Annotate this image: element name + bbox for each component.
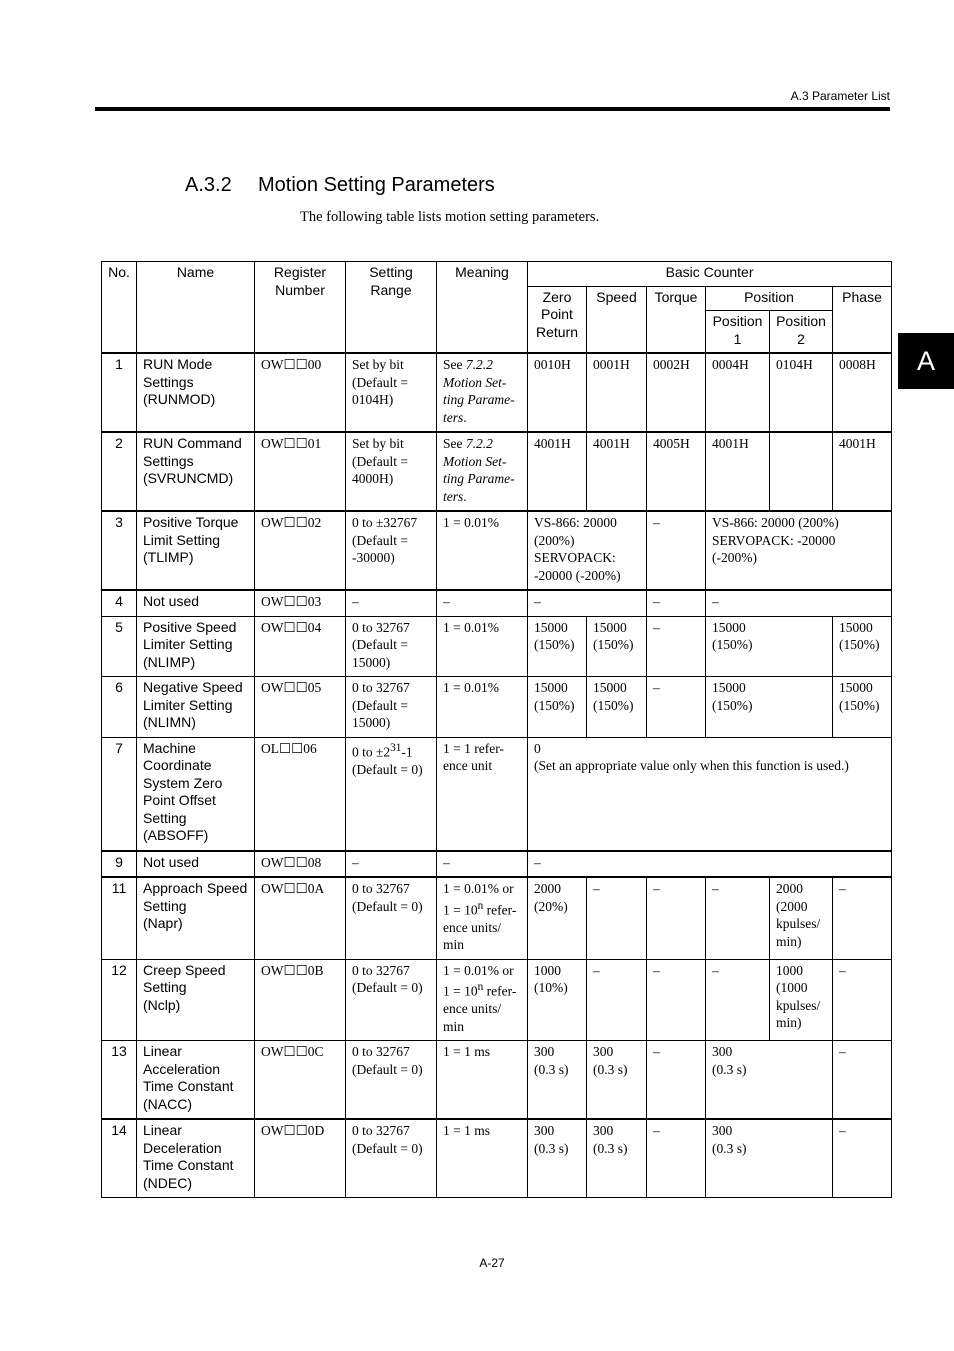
cell-zero-point-return: 1000 (10%) — [528, 959, 587, 1041]
cell-zero-point-return: 300 (0.3 s) — [528, 1119, 587, 1198]
cell-position-2: 2000 (2000 kpulses/ min) — [770, 877, 833, 959]
cell-torque: – — [647, 616, 706, 677]
cell-register: OW☐☐04 — [255, 616, 346, 677]
header-position-2: Position 2 — [770, 311, 833, 354]
cell-register: OW☐☐05 — [255, 677, 346, 738]
header-basic-counter: Basic Counter — [528, 262, 892, 287]
section-title: Motion Setting Parameters — [258, 174, 495, 196]
cell-speed: – — [587, 877, 647, 959]
header-phase: Phase — [833, 286, 892, 353]
table-row — [102, 432, 892, 511]
cell-zero-point-return: 15000 (150%) — [528, 616, 587, 677]
cell-register: OW☐☐0B — [255, 959, 346, 1041]
cell-name: Linear Acceleration Time Constant (NACC) — [137, 1041, 255, 1120]
cell-no: 13 — [102, 1041, 137, 1120]
cell-speed: 300 (0.3 s) — [587, 1119, 647, 1198]
cell-zero-point-return: 4001H — [528, 432, 587, 511]
cell-meaning: 1 = 0.01% — [437, 511, 528, 590]
cell-range: 0 to ±32767 (Default = -30000) — [346, 511, 437, 590]
cell-meaning — [437, 959, 528, 1041]
cell-torque: 0002H — [647, 353, 706, 432]
cell-position: 15000 (150%) — [706, 616, 833, 677]
table-row — [102, 851, 892, 878]
table-row — [102, 959, 892, 1041]
cell-no: 7 — [102, 737, 137, 851]
header-meaning: Meaning — [437, 262, 528, 354]
cell-no: 1 — [102, 353, 137, 432]
cell-torque: – — [647, 1041, 706, 1120]
cell-name: Creep Speed Setting (Nclp) — [137, 959, 255, 1041]
cell-speed: 0001H — [587, 353, 647, 432]
meaning-see: See — [443, 436, 466, 451]
cell-name: Not used — [137, 590, 255, 616]
table-row — [102, 1041, 892, 1120]
cell-torque: – — [647, 511, 706, 590]
table-row — [102, 616, 892, 677]
meaning-exponent: n — [477, 899, 484, 912]
header-no: No. — [102, 262, 137, 354]
cell-register: OW☐☐0A — [255, 877, 346, 959]
cell-register: OW☐☐03 — [255, 590, 346, 616]
header-position: Position — [706, 286, 833, 311]
cell-register: OW☐☐08 — [255, 851, 346, 878]
cell-no: 3 — [102, 511, 137, 590]
cell-no: 2 — [102, 432, 137, 511]
cell-torque: – — [647, 590, 706, 616]
cell-basic-counter-all: 0 (Set an appropriate value only when this function is used.) — [528, 737, 892, 851]
cell-register: OW☐☐0D — [255, 1119, 346, 1198]
cell-range: 0 to 32767 (Default = 0) — [346, 1119, 437, 1198]
cell-range: 0 to 32767 (Default = 15000) — [346, 616, 437, 677]
header-rule — [95, 107, 890, 111]
section-tab: A — [898, 333, 954, 389]
range-rest: -1 (Default = 0) — [352, 744, 423, 777]
meaning-rest: refer- ence units/ min — [443, 983, 517, 1034]
header-position-1: Position 1 — [706, 311, 770, 354]
meaning-rest: refer- ence units/ min — [443, 902, 517, 952]
header-register: Register Number — [255, 262, 346, 354]
cell-range: Set by bit (Default = 0104H) — [346, 353, 437, 432]
cell-name: Approach Speed Setting (Napr) — [137, 877, 255, 959]
table-row — [102, 511, 892, 590]
cell-torque: – — [647, 877, 706, 959]
header-speed: Speed — [587, 286, 647, 353]
cell-zero-point-return: 15000 (150%) — [528, 677, 587, 738]
cell-phase: 4001H — [833, 432, 892, 511]
table-row — [102, 877, 892, 959]
cell-register: OW☐☐0C — [255, 1041, 346, 1120]
cell-meaning: 1 = 0.01% — [437, 677, 528, 738]
cell-torque: – — [647, 677, 706, 738]
section-heading — [185, 174, 495, 197]
cell-speed: 15000 (150%) — [587, 616, 647, 677]
cell-speed: 300 (0.3 s) — [587, 1041, 647, 1120]
cell-phase: 0008H — [833, 353, 892, 432]
table-row — [102, 590, 892, 616]
cell-position: 15000 (150%) — [706, 677, 833, 738]
cell-position-2: 1000 (1000 kpulses/ min) — [770, 959, 833, 1041]
table-row — [102, 737, 892, 851]
section-number: A.3.2 — [185, 174, 232, 196]
meaning-reference: 7.2.2 Motion Set- ting Parame- ters — [443, 436, 515, 504]
cell-zero-point-and-speed: VS-866: 20000 (200%) SERVOPACK: -20000 (-200%) — [528, 511, 647, 590]
cell-meaning: See 7.2.2 Motion Set- ting Parame- ters. — [437, 353, 528, 432]
cell-name: Machine Coordinate System Zero Point Offset Setting (ABSOFF) — [137, 737, 255, 851]
cell-register: OL☐☐06 — [255, 737, 346, 851]
table-row — [102, 1119, 892, 1198]
cell-register: OW☐☐00 — [255, 353, 346, 432]
meaning-exponent: n — [477, 981, 484, 993]
cell-speed: – — [587, 959, 647, 1041]
header-zero-point-return: Zero Point Return — [528, 286, 587, 353]
meaning-see: See — [443, 357, 466, 372]
cell-range: – — [346, 590, 437, 616]
cell-position-1: – — [706, 877, 770, 959]
cell-no: 9 — [102, 851, 137, 878]
cell-name: Positive Torque Limit Setting (TLIMP) — [137, 511, 255, 590]
cell-meaning: 1 = 1 refer- ence unit — [437, 737, 528, 851]
cell-range — [346, 737, 437, 851]
cell-name: Not used — [137, 851, 255, 878]
cell-meaning: 1 = 0.01% — [437, 616, 528, 677]
cell-position-1: – — [706, 959, 770, 1041]
cell-range: – — [346, 851, 437, 878]
cell-position-and-phase: VS-866: 20000 (200%) SERVOPACK: -20000 (-200%) — [706, 511, 892, 590]
range-exponent: 31 — [390, 741, 402, 754]
cell-zero-point-return: 2000 (20%) — [528, 877, 587, 959]
intro-text: The following table lists motion setting parameters. — [300, 209, 600, 225]
cell-name: Negative Speed Limiter Setting (NLIMN) — [137, 677, 255, 738]
cell-phase: 15000 (150%) — [833, 616, 892, 677]
cell-zero-point-and-speed: – — [528, 590, 647, 616]
cell-range: 0 to 32767 (Default = 15000) — [346, 677, 437, 738]
cell-phase: – — [833, 959, 892, 1041]
cell-torque: – — [647, 1119, 706, 1198]
cell-speed: 4001H — [587, 432, 647, 511]
cell-speed: 15000 (150%) — [587, 677, 647, 738]
cell-meaning — [437, 877, 528, 959]
cell-phase: – — [833, 1119, 892, 1198]
cell-position: 300 (0.3 s) — [706, 1119, 833, 1198]
cell-register: OW☐☐02 — [255, 511, 346, 590]
cell-position-2 — [770, 432, 833, 511]
cell-position-1: 0004H — [706, 353, 770, 432]
cell-register: OW☐☐01 — [255, 432, 346, 511]
cell-position-and-phase: – — [706, 590, 892, 616]
page-number: A-27 — [479, 1256, 505, 1270]
cell-no: 11 — [102, 877, 137, 959]
cell-position-2: 0104H — [770, 353, 833, 432]
cell-meaning: – — [437, 590, 528, 616]
table-header — [102, 262, 892, 354]
cell-no: 4 — [102, 590, 137, 616]
cell-range: 0 to 32767 (Default = 0) — [346, 877, 437, 959]
cell-range: 0 to 32767 (Default = 0) — [346, 1041, 437, 1120]
meaning-start: 1 = 0.01% or 1 = 10 — [443, 881, 514, 917]
cell-name: Positive Speed Limiter Setting (NLIMP) — [137, 616, 255, 677]
cell-phase: – — [833, 1041, 892, 1120]
table-row — [102, 353, 892, 432]
meaning-start: 1 = 0.01% or 1 = 10 — [443, 962, 514, 999]
header-torque: Torque — [647, 286, 706, 353]
cell-range: 0 to 32767 (Default = 0) — [346, 959, 437, 1041]
cell-zero-point-return: 0010H — [528, 353, 587, 432]
header-name: Name — [137, 262, 255, 354]
table-row — [102, 677, 892, 738]
cell-meaning: 1 = 1 ms — [437, 1041, 528, 1120]
motion-parameters-table — [101, 261, 892, 1198]
cell-meaning: See 7.2.2 Motion Set- ting Parame- ters. — [437, 432, 528, 511]
cell-no: 14 — [102, 1119, 137, 1198]
cell-no: 5 — [102, 616, 137, 677]
cell-name: RUN Command Settings (SVRUNCMD) — [137, 432, 255, 511]
cell-no: 12 — [102, 959, 137, 1041]
cell-position: 300 (0.3 s) — [706, 1041, 833, 1120]
cell-meaning: – — [437, 851, 528, 878]
header-range: Setting Range — [346, 262, 437, 354]
cell-zero-point-return: 300 (0.3 s) — [528, 1041, 587, 1120]
cell-name: Linear Deceleration Time Constant (NDEC) — [137, 1119, 255, 1198]
cell-phase: – — [833, 877, 892, 959]
cell-basic-counter-all: – — [528, 851, 892, 878]
meaning-reference: 7.2.2 Motion Set- ting Parame- ters — [443, 357, 515, 425]
range-base: 0 to ±2 — [352, 744, 391, 759]
cell-phase: 15000 (150%) — [833, 677, 892, 738]
cell-range: Set by bit (Default = 4000H) — [346, 432, 437, 511]
cell-no: 6 — [102, 677, 137, 738]
cell-torque: 4005H — [647, 432, 706, 511]
cell-name: RUN Mode Settings (RUNMOD) — [137, 353, 255, 432]
cell-meaning: 1 = 1 ms — [437, 1119, 528, 1198]
cell-position-1: 4001H — [706, 432, 770, 511]
cell-torque: – — [647, 959, 706, 1041]
running-head: A.3 Parameter List — [790, 89, 890, 103]
